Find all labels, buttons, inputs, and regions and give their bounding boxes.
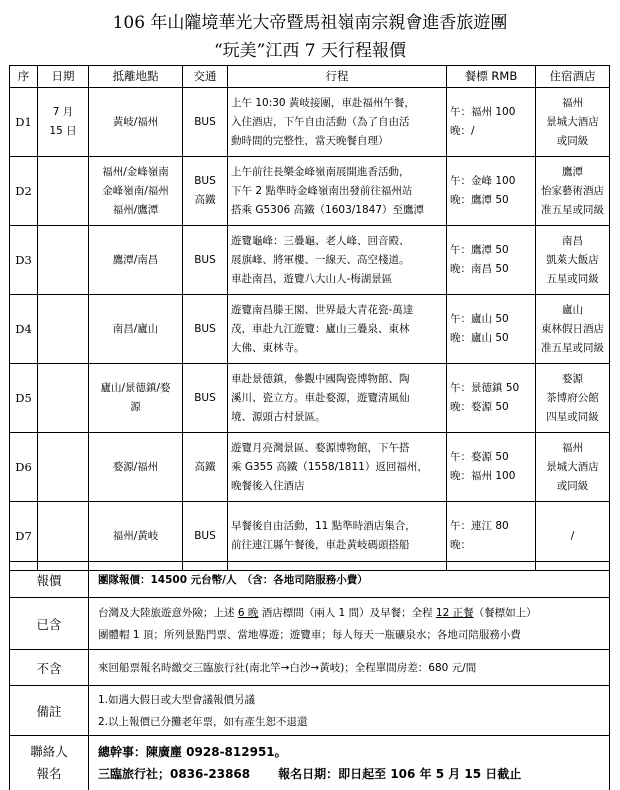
day-itinerary [228,226,447,295]
day-itinerary-line: 上午前往長樂金峰嶺南展開進香活動， [231,165,410,178]
itinerary-row [10,433,610,502]
day-itinerary [228,433,447,502]
day-transport-line: BUS [194,322,216,335]
excluded-label: 不含 [10,650,89,686]
day-meals-line: 午：婺源 50 [450,451,509,463]
day-meals [447,226,536,295]
day-hotel-line: 南昌 [562,234,583,247]
header-date: 日期 [38,66,89,88]
day-itinerary-line: 車赴南昌，遊覽八大山人-梅湖景區 [231,272,393,285]
day-itinerary [228,364,447,433]
day-hotel-line: 准五星或同級 [541,341,604,354]
included-text: （餐標如上） [473,606,537,619]
page-title: 106 年山隴境華光大帝暨馬祖嶺南宗親會進香旅遊團 [112,13,508,33]
day-transport-line: BUS [194,391,216,404]
day-place-line: 南昌/廬山 [112,322,159,335]
day-itinerary-line: 遊覽南昌滕王閣、世界最大青花瓷-萬達 [231,303,414,316]
price-label: 報價 [10,562,89,598]
day-place [89,295,183,364]
day-itinerary-line: 下午 2 點準時金峰嶺南出發前往福州站 [231,184,413,197]
header-meals: 餐標 RMB [447,66,536,88]
day-itinerary [228,88,447,157]
day-hotel-line: 怡家藝術酒店 [541,184,604,197]
itinerary-row [10,88,610,157]
day-place-line: 福州/黃岐 [112,529,159,542]
day-seq: D2 [10,157,38,226]
day-hotel-line: 福州 [562,96,583,109]
day-meals-line: 晚：/ [450,125,475,137]
day-date [38,157,89,226]
day-meals-line: 午：鷹潭 50 [450,244,509,256]
header-seq: 序 [10,66,38,88]
day-itinerary-line: 上午 10:30 黃岐接團，車赴福州午餐， [231,96,415,109]
day-itinerary-line: 晚餐後入住酒店 [231,479,305,492]
day-hotel-line: / [570,529,575,542]
day-place-line: 鷹潭/南昌 [112,253,159,266]
day-place-line: 廬山/景德鎮/婺 [100,382,171,394]
day-transport-line: 高鐵 [194,460,216,473]
day-transport-line: BUS [194,529,216,542]
day-itinerary-line: 動時間的完整性，當天晚餐自理） [231,134,389,147]
day-place-line: 金峰嶺南/福州 [102,184,169,197]
day-place-line: 黃岐/福州 [112,115,159,128]
day-hotel-line: 或同級 [556,479,589,492]
day-hotel-line: 景城大酒店 [546,115,599,128]
included-nights: 6 晚 [237,606,259,619]
day-itinerary-line: 乘 G355 高鐵（1558/1811）返回福州， [231,460,428,473]
day-date [38,88,89,157]
day-itinerary-line: 展旗峰、將軍樓、一線天、高空棧道。 [231,253,410,266]
day-hotel-line: 鷹潭 [562,165,583,178]
day-itinerary-line: 溪川、瓷立方。車赴婺源，遊覽清風仙 [231,391,410,404]
day-meals-line: 晚：鷹潭 50 [450,194,509,206]
remarks-row [10,686,610,736]
day-meals-line: 晚： [450,539,471,551]
day-meals-line: 午：景德鎮 50 [450,382,520,394]
day-hotel-line: 或同級 [556,134,589,147]
price-row [10,562,610,598]
day-meals-line: 午：廬山 50 [450,313,509,325]
included-text: 台灣及大陸旅遊意外險；上述 [98,606,238,619]
day-hotel-line: 廬山 [562,303,583,316]
day-transport [183,157,228,226]
itinerary-row [10,364,610,433]
day-place-line: 福州/金峰嶺南 [102,165,169,178]
header-place: 抵離地點 [89,66,183,88]
day-itinerary-line: 境、源頭古村景區。 [231,410,326,423]
header-transport: 交通 [183,66,228,88]
contact-value [89,736,610,790]
day-place-line: 源 [130,401,141,413]
day-meals-line: 晚：福州 100 [450,470,516,482]
day-itinerary [228,157,447,226]
included-text: 酒店標間（兩人 1 間）及早餐；全程 [258,606,436,619]
itinerary-row [10,226,610,295]
day-meals [447,88,536,157]
day-hotel-line: 准五星或同級 [541,203,604,216]
day-hotel-line: 婺源 [562,372,583,385]
day-itinerary-line: 大佛、東林寺。 [231,341,305,354]
day-hotel [536,88,610,157]
day-seq: D5 [10,364,38,433]
day-meals [447,157,536,226]
itinerary-table [9,65,610,571]
day-seq: D3 [10,226,38,295]
day-hotel [536,157,610,226]
included-label: 已含 [10,598,89,650]
day-transport-line: 高鐵 [194,194,216,206]
contact-agency-line [98,763,600,785]
day-date [38,364,89,433]
day-place-line: 婺源/福州 [112,460,159,473]
day-transport-line: BUS [194,175,216,187]
page-subtitle: “玩美”江西 7 天行程報價 [213,41,406,61]
day-meals [447,433,536,502]
itinerary-row [10,295,610,364]
day-transport [183,364,228,433]
contact-row [10,736,610,790]
day-meals-line: 晚：廬山 50 [450,332,509,344]
day-place [89,157,183,226]
day-transport [183,88,228,157]
remarks-label: 備註 [10,686,89,736]
excluded-value: 來回船票報名時繳交三臨旅行社(南北竿→白沙→黃岐)；全程單間房差：680 元/間 [89,650,610,686]
day-itinerary-line: 遊覽月亮灣景區、婺源博物館，下午搭 [231,441,410,454]
itinerary-row [10,157,610,226]
day-hotel-line: 茶博府公館 [546,391,599,404]
remarks-value [89,686,610,736]
day-seq: D1 [10,88,38,157]
contact-deadline: 報名日期：即日起至 106 年 5 月 15 日截止 [278,767,522,781]
day-itinerary-line: 早餐後自由活動，11 點準時酒店集合， [231,520,416,532]
day-itinerary-line: 車赴景德鎮，參觀中國陶瓷博物館、陶 [231,372,410,385]
day-date [38,226,89,295]
day-hotel [536,433,610,502]
day-place-line: 福州/鷹潭 [112,203,159,216]
day-date [38,295,89,364]
day-itinerary-line: 前往連江縣午餐後，車赴黃岐碼頭搭船 [231,539,410,551]
day-seq: D6 [10,433,38,502]
day-place [89,226,183,295]
day-hotel-line: 福州 [562,441,583,454]
day-meals-line: 晚：南昌 50 [450,263,509,275]
day-transport [183,295,228,364]
contact-organizer: 總幹事：陳廣塵 0928-812951。 [98,745,287,759]
header-itinerary: 行程 [228,66,447,88]
day-place [89,433,183,502]
day-hotel-line: 東林假日酒店 [541,322,604,335]
day-hotel-line: 四星或同級 [546,410,599,423]
day-transport [183,433,228,502]
day-hotel [536,226,610,295]
day-seq: D7 [10,502,38,571]
day-date [38,433,89,502]
info-table [9,561,610,790]
excluded-row [10,650,610,686]
included-row [10,598,610,650]
day-date-line: 7 月 [52,106,74,118]
remark-item: 1.如遇大假日或大型會議報價另議 [98,693,256,706]
day-hotel [536,295,610,364]
remark-item: 2.以上報價已分攤老年票，如有產生恕不退還 [98,715,308,728]
day-transport-line: BUS [194,115,216,128]
header-row [10,66,610,88]
day-itinerary-line: 搭乘 G5306 高鐵（1603/1847）至鷹潭 [231,203,425,216]
day-meals [447,364,536,433]
day-seq: D4 [10,295,38,364]
day-hotel-line: 五星或同級 [546,272,599,285]
day-transport [183,226,228,295]
day-hotel [536,364,610,433]
day-meals-line: 晚：婺源 50 [450,401,509,413]
day-itinerary [228,295,447,364]
day-meals-line: 午：福州 100 [450,106,516,118]
included-line2: 團體帽 1 頂；所列景點門票、當地導遊；遊覽車；每人每天一瓶礦泉水；各地司陪服務小費 [98,628,521,641]
contact-label [10,736,89,790]
day-transport-line: BUS [194,253,216,266]
day-meals [447,295,536,364]
day-hotel-line: 景城大酒店 [546,460,599,473]
included-meals: 12 正餐 [435,606,474,619]
header-hotel: 住宿酒店 [536,66,610,88]
contact-label-2: 報名 [36,766,62,781]
day-itinerary-line: 入住酒店，下午自由活動（為了自由活 [231,115,410,128]
day-date-line: 15 日 [49,125,77,137]
day-itinerary-line: 遊覽龜峰：三疊龜、老人峰、回音殿、 [231,234,410,247]
day-place [89,88,183,157]
day-itinerary-line: 茂，車赴九江遊覽：廬山三疊泉、東林 [231,322,410,335]
day-place [89,364,183,433]
day-meals-line: 午：金峰 100 [450,175,516,187]
day-hotel-line: 凱萊大飯店 [546,253,599,266]
price-value: 團隊報價：14500 元台幣/人 （含：各地司陪服務小費） [89,562,610,598]
contact-label-1: 聯絡人 [30,744,68,759]
included-value [89,598,610,650]
contact-agency: 三臨旅行社；0836-23868 [98,767,251,781]
day-meals-line: 午：連江 80 [450,520,509,532]
